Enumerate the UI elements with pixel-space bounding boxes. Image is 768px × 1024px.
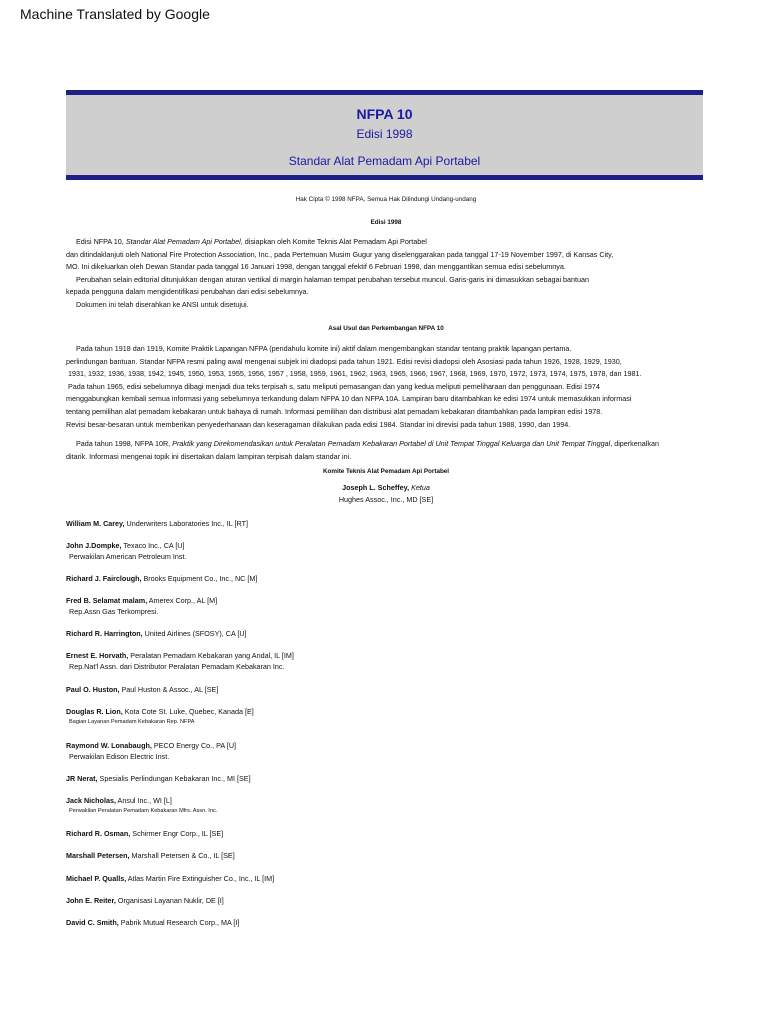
member-organization: Marshall Petersen & Co., IL [SE] [129, 851, 235, 860]
member-line [66, 650, 294, 661]
member-organization: Underwriters Laboratories Inc., IL [RT] [124, 519, 248, 528]
member-organization: Pabrik Mutual Research Corp., MA [I] [118, 918, 240, 927]
copyright-notice: Hak Cipta © 1998 NFPA, Semua Hak Dilindungi Undang-undang [295, 196, 477, 203]
machine-translated-label: Machine Translated by Google [20, 6, 210, 22]
member-line [66, 795, 217, 806]
member-line [66, 573, 257, 584]
origin-paragraph-1998 [66, 438, 706, 451]
member-line [66, 828, 223, 839]
origin-line: Revisi besar-besaran untuk memberikan penyederhanaan dan keseragaman dilakukan pada edisi 1984. Standar ini direvisi pada tahun 1988, 1990, dan 1994. [66, 419, 571, 429]
member-name: Richard R. Harrington, [66, 629, 143, 638]
member-name: Richard J. Fairclough, [66, 574, 142, 583]
member-name: John J.Dompke, [66, 541, 122, 550]
member-name: Marshall Petersen, [66, 851, 130, 860]
committee-member [66, 573, 257, 584]
origin-section [66, 343, 706, 431]
member-representation: Perwakilan American Petroleum Inst. [69, 552, 187, 561]
member-name: William M. Carey, [66, 519, 125, 528]
member-organization: Paul Huston & Assoc., AL [SE] [119, 685, 219, 694]
committee-member [66, 518, 248, 529]
origin-text: Pada tahun 1998, NFPA 10R, [76, 439, 173, 448]
origin-line: Pada tahun 1918 dan 1919, Komite Praktik Lapangan NFPA (pendahulu komite ini) aktif dalam mengembangkan standar tentang praktik lapangan pertama. [76, 344, 572, 353]
intro-paragraph-2: Perubahan selain editorial ditunjukkan dengan aturan vertikal di margin halaman tempat perubahan tersebut muncul. Garis-garis ini dimasukkan sebagai bantuan [76, 274, 590, 284]
origin-line: menggabungkan kembali semua informasi yang sebelumnya terkandung dalam NFPA 10 dan NFPA 10A. Lampiran baru ditambahkan ke edisi 1974 untuk memasukkan informasi [66, 394, 632, 404]
committee-member [66, 628, 247, 639]
intro-paragraph-1 [66, 236, 706, 249]
committee-member [66, 595, 217, 617]
intro-line: dan ditindaklanjuti oleh National Fire Protection Association, Inc., pada Pertemuan Musim Gugur yang diselenggarakan pada tanggal 17-19 November 1997, di Kansas City, [66, 249, 614, 259]
member-name: JR Nerat, [66, 774, 98, 783]
member-representation: Rep.Nat'l Assn. dari Distributor Peralatan Pemadam Kebakaran Inc. [69, 662, 285, 671]
committee-member [66, 706, 254, 728]
member-line [66, 773, 251, 784]
origin-heading: Asal Usul dan Perkembangan NFPA 10 [328, 325, 444, 332]
committee-member [66, 917, 239, 928]
member-line [66, 917, 239, 928]
member-line [66, 740, 236, 751]
origin-line: perlindungan bantuan. Standar NFPA resmi paling awal mengenai subjek ini diadopsi pada tahun 1921. Edisi revisi diadopsi oleh Asosiasi pada tahun 1926, 1928, 1929, 1930, [66, 356, 622, 366]
chair-org: Hughes Assoc., Inc., MD [SE] [338, 495, 434, 504]
member-organization: PECO Energy Co., PA [U] [151, 741, 237, 750]
chair-role: Ketua [411, 483, 430, 492]
member-organization: Kota Cote St. Luke, Quebec, Kanada [E] [122, 707, 254, 716]
member-name: Ernest E. Horvath, [66, 651, 129, 660]
intro-line: kepada pengguna dalam mengidentifikasi perubahan dari edisi sebelumnya. [66, 287, 309, 297]
member-organization: Peralatan Pemadam Kebakaran yang Andal, IL [IM] [128, 651, 294, 660]
origin-line: tentang pemilihan alat pemadam kebakaran untuk bahaya di rumah. Informasi pemilihan dan distribusi alat pemadam kebakaran ditambahkan pada lampiran edisi 1978. [66, 406, 603, 416]
member-name: Jack Nicholas, [66, 796, 116, 805]
member-organization: Schirmer Engr Corp., IL [SE] [130, 829, 224, 838]
committee-member [66, 684, 218, 695]
member-organization: Amerex Corp., AL [M] [147, 596, 218, 605]
member-line [66, 895, 224, 906]
edition-heading: Edisi 1998 [370, 219, 402, 226]
committee-member [66, 850, 235, 861]
standard-title-italic: Standar Alat Pemadam Api Portabel [125, 237, 241, 246]
committee-member [66, 895, 224, 906]
member-name: Richard R. Osman, [66, 829, 131, 838]
member-line [66, 518, 248, 529]
committee-heading: Komite Teknis Alat Pemadam Api Portabel [322, 468, 450, 475]
origin-line: Pada tahun 1965, edisi sebelumnya dibagi menjadi dua teks terpisah s, satu meliputi pemasangan dan yang kedua meliputi pemeliharaan dan penggunaan. Edisi 1974 [68, 381, 600, 391]
member-line [66, 540, 186, 551]
committee-member [66, 773, 251, 784]
intro-text: , disiapkan oleh Komite Teknis Alat Pemadam Api Portabel [240, 237, 427, 246]
member-name: John E. Reiter, [66, 896, 116, 905]
member-organization: United Airlines (SFOSY), CA [U] [142, 629, 247, 638]
member-organization: Ansul Inc., WI [L] [115, 796, 172, 805]
member-organization: Spesialis Perlindungan Kebakaran Inc., MI [SE] [97, 774, 251, 783]
chair-line [66, 482, 706, 494]
intro-line: MO. Ini dikeluarkan oleh Dewan Standar pada tanggal 16 Januari 1998, dengan tanggal efektif 6 Februari 1998, dan menggantikan semua edisi sebelumnya. [66, 262, 566, 272]
member-line [66, 628, 247, 639]
member-name: Raymond W. Lonabaugh, [66, 741, 152, 750]
member-line [66, 873, 274, 884]
title-banner [66, 90, 703, 180]
committee-member [66, 540, 186, 562]
member-representation: Bagian Layanan Pemadam Kebakaran Rep. NFPA [69, 719, 195, 725]
origin-text: , diperkenalkan [610, 439, 659, 448]
member-line [66, 684, 218, 695]
committee-member [66, 650, 294, 672]
member-name: Fred B. Selamat malam, [66, 596, 148, 605]
origin-section-2 [66, 438, 706, 463]
committee-member [66, 795, 217, 817]
origin-line: 1931, 1932, 1936, 1938, 1942, 1945, 1950, 1953, 1955, 1956, 1957 , 1958, 1959, 1961, 1962, 1963, 1965, 1966, 1967, 1968, 1969, 1970, 1972, 1973, 1974, 1975, 1978, dan 1981. [68, 369, 642, 379]
member-organization: Brooks Equipment Co., Inc., NC [M] [141, 574, 258, 583]
chair-name: Joseph L. Scheffey, [342, 483, 410, 492]
member-name: Michael P. Qualls, [66, 874, 127, 883]
member-representation: Rep.Assn Gas Terkompresi. [69, 607, 159, 616]
member-representation: Perwakilan Edison Electric Inst. [69, 752, 170, 761]
member-organization: Atlas Martin Fire Extinguisher Co., Inc., IL [IM] [126, 874, 275, 883]
member-name: Douglas R. Lion, [66, 707, 123, 716]
document-edition: Edisi 1998 [356, 127, 413, 141]
practice-title-italic: Praktik yang Direkomendasikan untuk Peralatan Pemadam Kebakaran Portabel di Unit Tempat Tinggal Keluarga dan Unit Tempat Tinggal [172, 439, 611, 448]
member-name: David C. Smith, [66, 918, 119, 927]
document-title: NFPA 10 [356, 106, 413, 122]
member-representation: Perwakilan Peralatan Pemadam Kebakaran Mfrs. Assn. Inc. [69, 808, 218, 814]
committee-chair [66, 482, 706, 506]
committee-member [66, 740, 236, 762]
member-name: Paul O. Huston, [66, 685, 120, 694]
member-line [66, 850, 235, 861]
intro-section [66, 236, 706, 312]
document-subtitle: Standar Alat Pemadam Api Portabel [288, 154, 481, 168]
member-organization: Texaco Inc., CA [U] [121, 541, 185, 550]
committee-member [66, 828, 223, 839]
member-organization: Organisasi Layanan Nuklir, DE [I] [115, 896, 224, 905]
origin-line: ditarik. Informasi mengenai topik ini disertakan dalam lampiran terpisah dalam standar ini. [66, 451, 352, 461]
member-line [66, 595, 217, 606]
committee-member [66, 873, 274, 884]
intro-paragraph-3: Dokumen ini telah diserahkan ke ANSI untuk disetujui. [76, 299, 249, 309]
intro-text: Edisi NFPA 10, [76, 237, 126, 246]
member-line [66, 706, 254, 717]
